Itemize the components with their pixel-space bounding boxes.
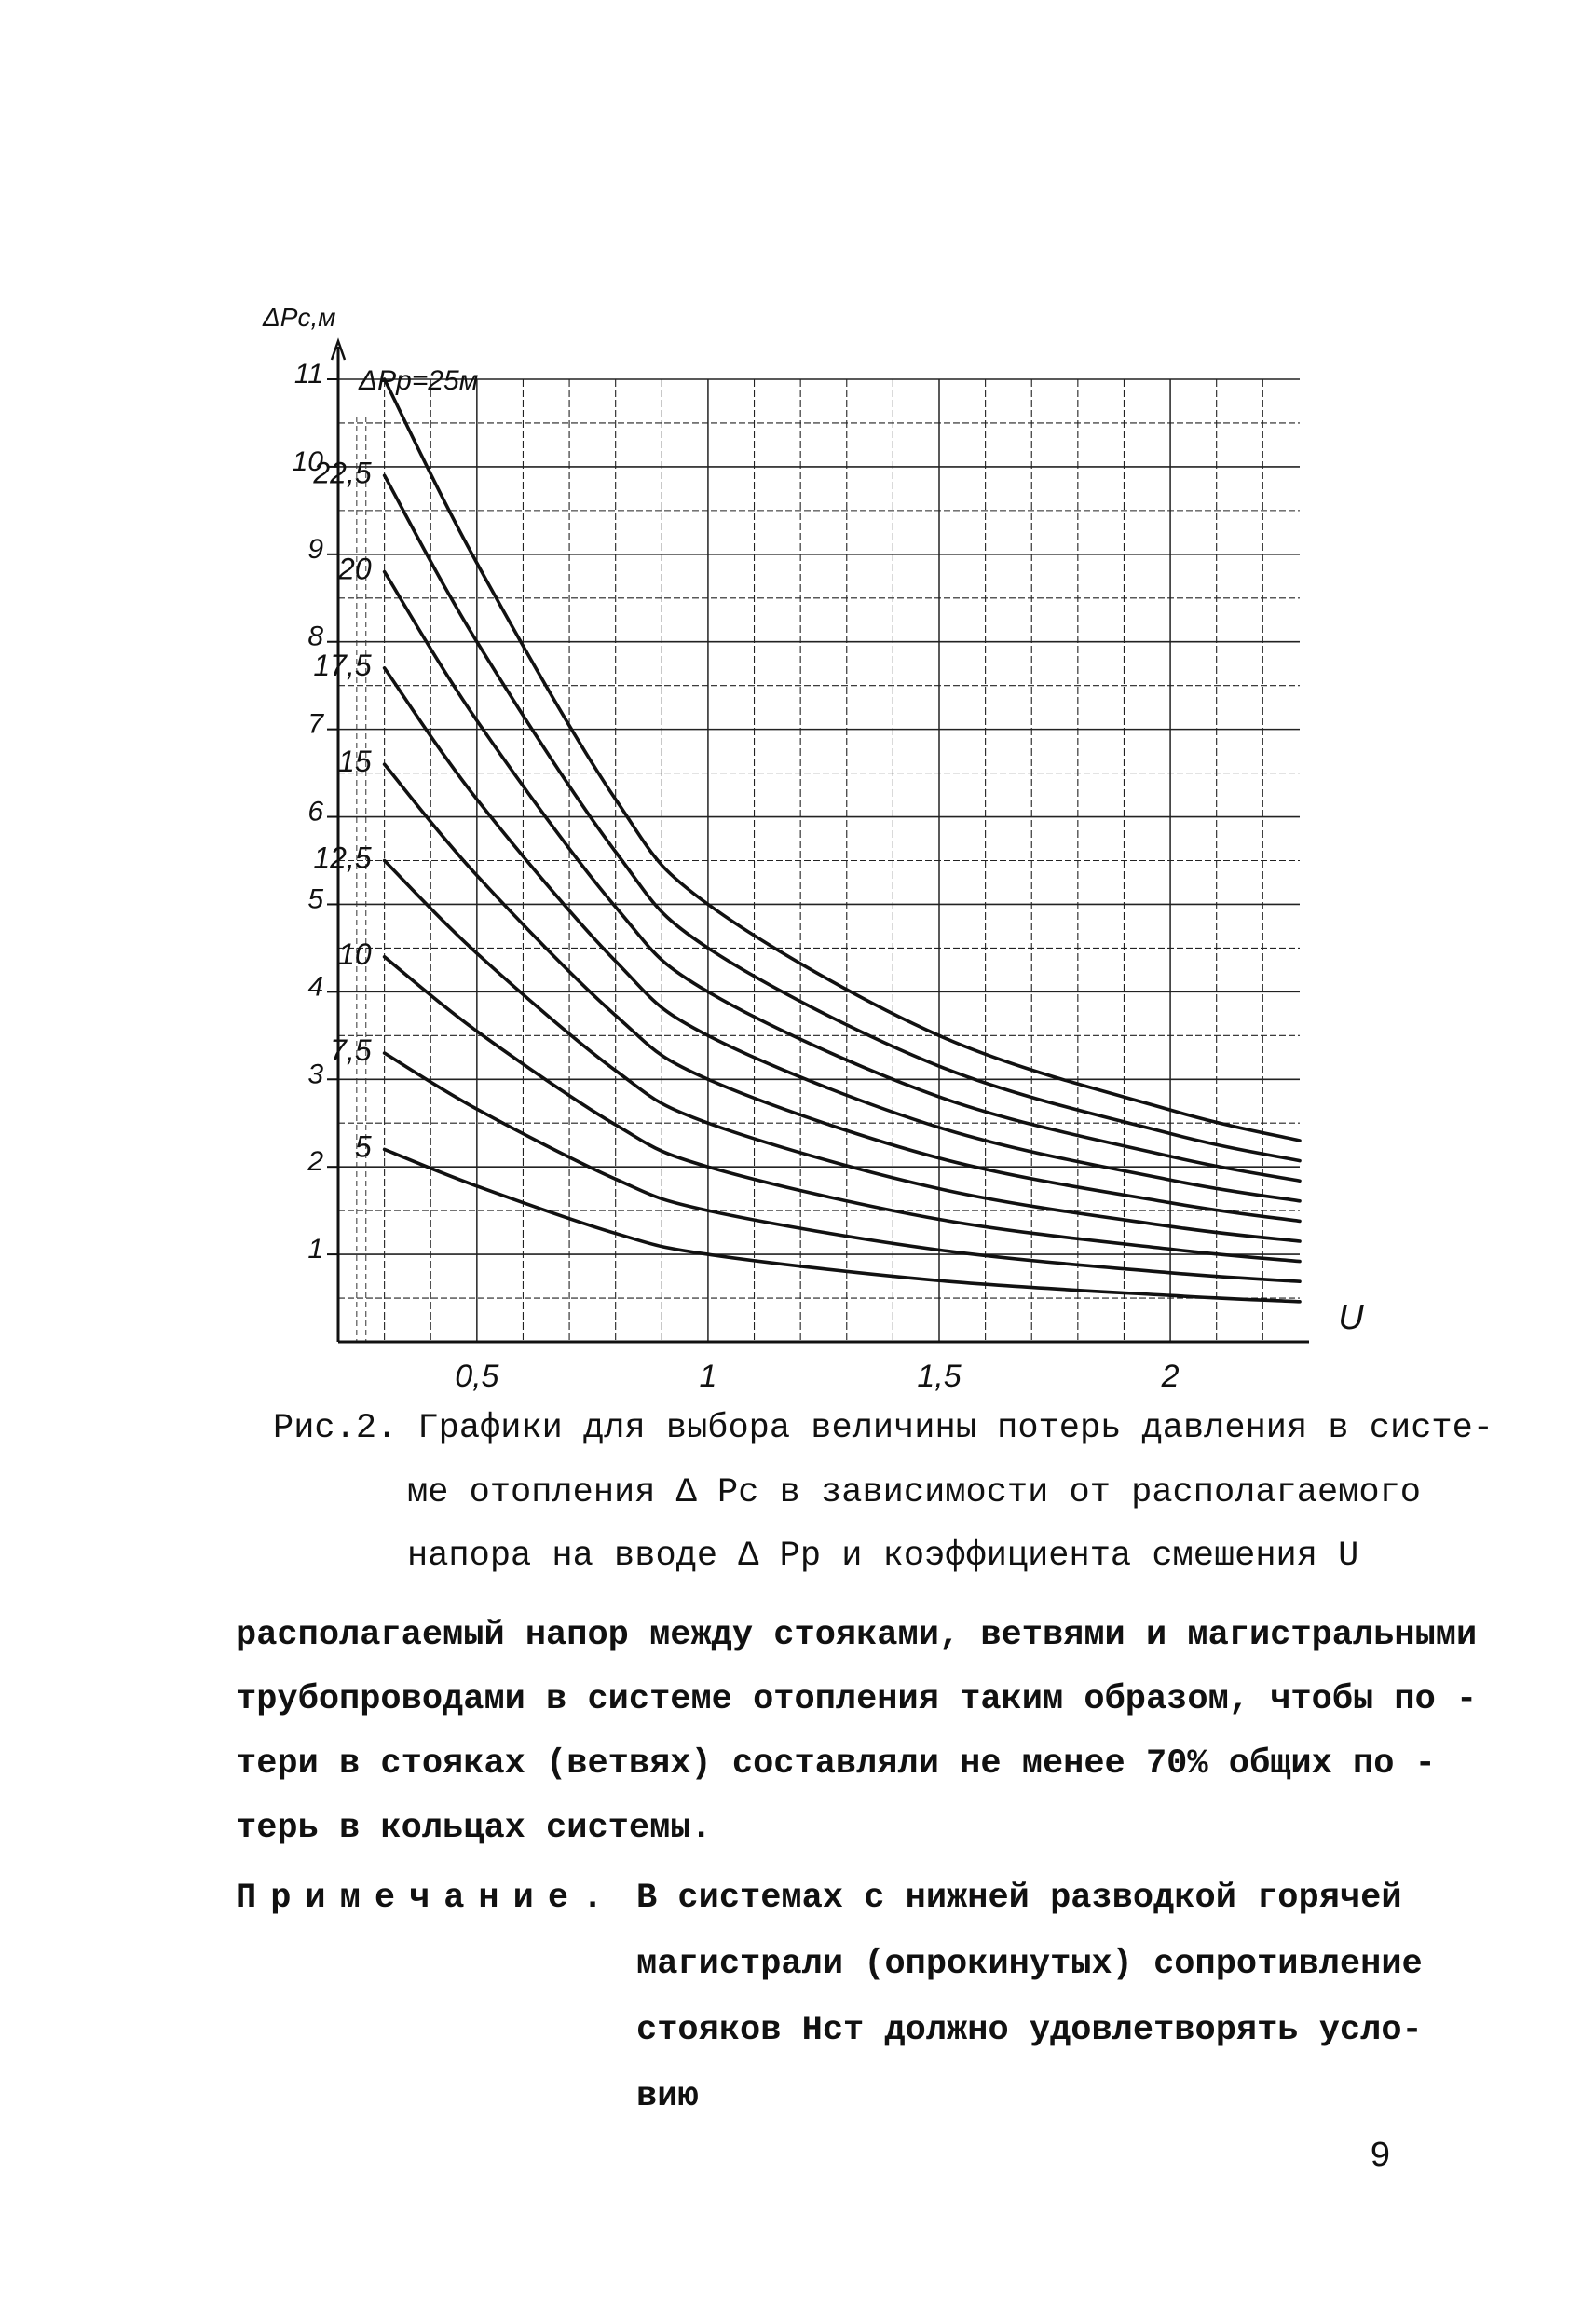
series-label: 17,5 [313,648,372,682]
body-text-line-2: трубопроводами в системе отопления таким образом, чтобы по - [236,1680,1478,1719]
body-text-line-3: тери в стояках (ветвях) составляли не менее 70% общих по - [236,1744,1436,1784]
chart-axes [327,341,1309,1342]
y-tick-label: 10 [292,445,323,477]
note-label: Примечание. [236,1879,618,1918]
y-tick-label: 6 [307,796,323,827]
y-tick-label: 4 [307,971,323,1003]
figure-caption-line-3: напора на вводе Δ Pр и коэффициента смешения U [407,1537,1359,1576]
note-text-line-3: стояков Нст должно удовлетворять усло- [636,2011,1423,2050]
figure-caption-line-1: Рис.2. Графики для выбора величины потерь давления в систе- [273,1409,1494,1448]
y-tick-label: 8 [307,621,323,652]
y-axis-label: ΔPс,м [263,303,336,332]
y-tick-label: 2 [307,1146,323,1178]
note-text-line-4: вию [636,2077,699,2116]
page-number: 9 [1370,2137,1391,2177]
series-label: 5 [354,1129,372,1164]
y-tick-label: 11 [293,359,323,390]
chart-grid [338,379,1300,1342]
x-axis-label: U [1338,1298,1364,1337]
note-text-line-2: магистрали (опрокинутых) сопротивление [636,1945,1423,1984]
series-label: 20 [338,552,372,586]
figure-caption-line-2: ме отопления Δ Pс в зависимости от располагаемого [407,1473,1421,1512]
series-label: 12,5 [313,841,372,875]
curve-dpp-20 [385,572,1300,1182]
y-tick-label: 1 [307,1234,323,1265]
series-label: 7,5 [330,1033,372,1068]
chart-curves [385,379,1300,1302]
y-tick-label: 7 [307,708,323,740]
y-tick-label: 9 [307,533,323,565]
x-tick-label: 2 [1161,1359,1180,1394]
curve-dpp-25 [385,379,1300,1141]
series-label-prefix: ΔPp=25м [359,365,479,396]
y-tick-label: 5 [307,883,323,915]
x-tick-label: 1,5 [917,1359,962,1394]
series-label: 22,5 [313,456,372,490]
body-text-line-1: располагаемый напор между стояками, ветвями и магистральными [236,1616,1478,1655]
curve-dpp-17-5 [385,668,1300,1201]
body-text-line-4: терь в кольцах системы. [236,1809,712,1848]
series-label: 10 [338,937,372,971]
series-label: 15 [338,745,372,779]
x-tick-label: 0,5 [455,1359,499,1394]
x-tick-label: 1 [699,1359,717,1394]
curve-dpp-12-5 [385,861,1300,1242]
note-text-line-1: В системах с нижней разводкой горячей [636,1879,1402,1918]
y-tick-label: 3 [307,1059,323,1090]
